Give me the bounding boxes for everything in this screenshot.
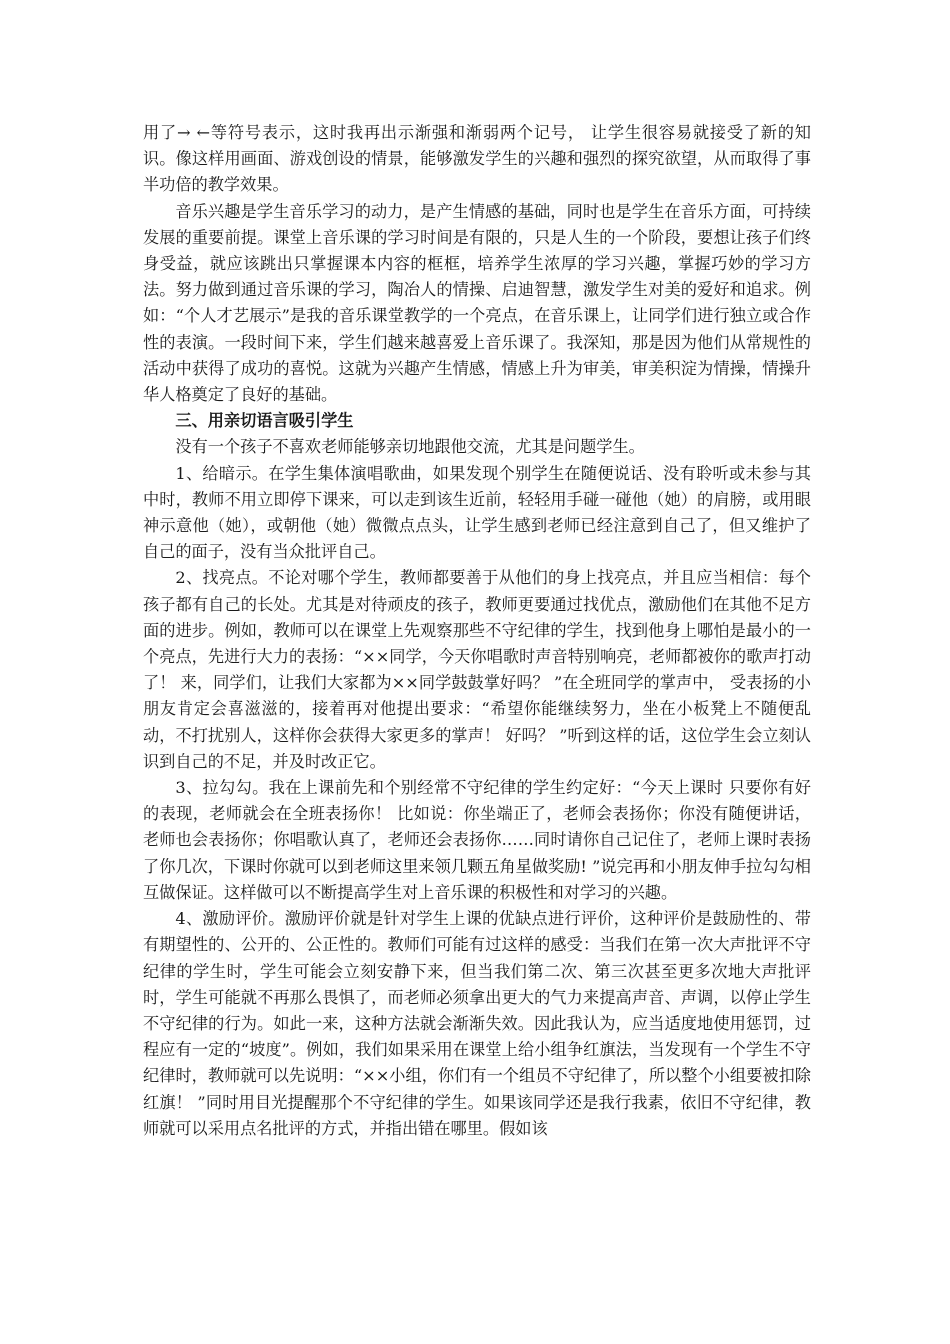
paragraph-highlight: 2、找亮点。不论对哪个学生，教师都要善于从他们的身上找亮点，并且应当相信：每个孩子都有自己的长处。尤其是对待顽皮的孩子，教师更要通过找优点，激励他们在其他不足方面的进步。例如，教师可以在课堂上先观察那些不守纪律的学生，找到他身上哪怕是最小的一个亮点，先进行大力的表扬：“××同学，今天你唱歌时声音特别响亮，老师都被你的歌声打动了！ 来，同学们，让我们大家都为××同学鼓鼓掌好吗？ ”在全班同学的掌声中， 受表扬的小朋友肯定会喜滋滋的，接着再对他提出要求：“希望你能继续努力，坐在小板凳上不随便乱动，不打扰别人，这样你会获得大家更多的掌声！ 好吗？ ”听到这样的话，这位学生会立刻认识到自己的不足，并及时改正它。 xyxy=(143,568,811,771)
paragraph-music-interest: 音乐兴趣是学生音乐学习的动力，是产生情感的基础，同时也是学生在音乐方面，可持续发展的重要前提。课堂上音乐课的学习时间是有限的，只是人生的一个阶段，要想让孩子们终身受益，就应该跳出只掌握课本内容的框框，培养学生浓厚的学习兴趣，掌握巧妙的学习方法。努力做到通过音乐课的学习，陶冶人的情操、启迪智慧，激发学生对美的爱好和追求。例如：“个人才艺展示”是我的音乐课堂教学的一个亮点，在音乐课上，让同学们进行独立或合作性的表演。一段时间下来，学生们越来越喜爱上音乐课了。我深知，那是因为他们从常规性的活动中获得了成功的喜悦。这就为兴趣产生情感，情感上升为审美，审美积淀为情操，情操升华人格奠定了良好的基础。 xyxy=(143,201,811,405)
paragraph-intro: 没有一个孩子不喜欢老师能够亲切地跟他交流，尤其是问题学生。 xyxy=(175,437,645,457)
paragraph-encouraging-evaluation: 4、激励评价。激励评价就是针对学生上课的优缺点进行评价，这种评价是鼓励性的、带有期望性的、公开的、公正性的。教师们可能有过这样的感受：当我们在第一次大声批评不守纪律的学生时，学生可能会立刻安静下来，但当我们第二次、第三次甚至更多次地大声批评时，学生可能就不再那么畏惧了，而老师必须拿出更大的气力来提高声音、声调，以停止学生不守纪律的行为。如此一来，这种方法就会渐渐失效。因此我认为，应当适度地使用惩罚，过程应有一定的“坡度”。例如，我们如果采用在课堂上给小组争红旗法，当发现有一个学生不守纪律时，教师就可以先说明：“××小组，你们有一个组员不守纪律了，所以整个小组要被扣除红旗！ ”同时用目光提醒那个不守纪律的学生。如果该同学还是我行我素，依旧不守纪律，教师就可以采用点名批评的方式，并指出错在哪里。假如该 xyxy=(143,909,811,1138)
paragraph-hint: 1、给暗示。在学生集体演唱歌曲，如果发现个别学生在随便说话、没有聆听或未参与其中时，教师不用立即停下课来，可以走到该生近前，轻轻用手碰一碰他（她）的肩膀，或用眼神示意他（她），或朝他（她）微微点点头，让学生感到老师已经注意到自己了，但又维护了自己的面子，没有当众批评自己。 xyxy=(143,463,811,562)
document-page xyxy=(143,120,811,1142)
paragraph-continuation: 用了→ ←等符号表示，这时我再出示渐强和渐弱两个记号， 让学生很容易就接受了新的知识。像这样用画面、游戏创设的情景，能够激发学生的兴趣和强烈的探究欲望，从而取得了事半功倍的教学效果。 xyxy=(143,123,811,195)
section-heading: 三、用亲切语言吸引学生 xyxy=(175,411,354,431)
paragraph-pinky-promise: 3、拉勾勾。我在上课前先和个别经常不守纪律的学生约定好：“今天上课时 只要你有好的表现，老师就会在全班表扬你！ 比如说：你坐端正了，老师会表扬你；你没有随便讲话，老师也会表扬你；你唱歌认真了，老师还会表扬你……同时请你自己记住了，老师上课时表扬了你几次，下课时你就可以到老师这里来领几颗五角星做奖励! ”说完再和小朋友伸手拉勾勾相互做保证。这样做可以不断提高学生对上音乐课的积极性和对学习的兴趣。 xyxy=(143,778,811,902)
